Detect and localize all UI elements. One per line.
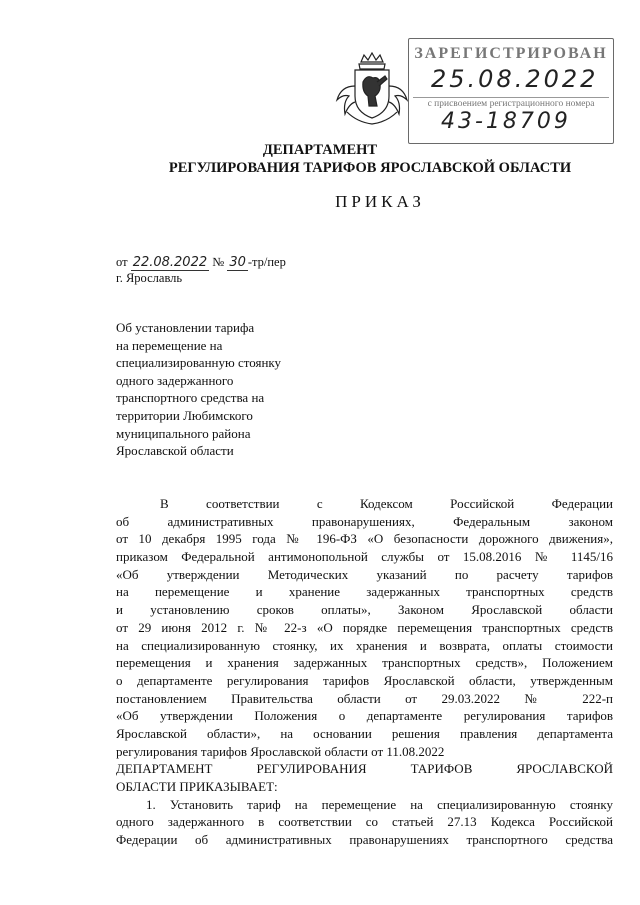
order-number-suffix: -тр/пер xyxy=(247,255,286,269)
order-date: 22.08.2022 xyxy=(132,255,208,270)
order-body xyxy=(116,495,613,849)
subject-line: транспортного средства на xyxy=(116,390,265,406)
body-line: о департаменте регулирования тарифов Ярославской области, утвержденным xyxy=(116,672,613,688)
stamp-title: ЗАРЕГИСТРИРОВАН xyxy=(414,45,608,62)
body-line: приказом Федеральной антимонопольной службы от 15.08.2016 № 1145/16 xyxy=(116,549,613,565)
body-line: 1. Установить тариф на перемещение на специализированную стоянку xyxy=(146,796,613,812)
body-line: Федерации об административных правонарушениях транспортного средства xyxy=(116,832,613,848)
department-title-line1: ДЕПАРТАМЕНТ xyxy=(262,142,378,158)
body-line: «Об утверждении Методических указаний по расчету тарифов xyxy=(116,566,613,582)
subject-line: Ярославской области xyxy=(116,443,234,459)
body-line: и установлению сроков оплаты», Законом Ярославской области xyxy=(116,602,613,618)
subject-line: на перемещение на xyxy=(116,337,223,353)
stamp-date: 25.08.2022 xyxy=(431,65,599,93)
from-label: от xyxy=(116,255,128,269)
subject-line: одного задержанного xyxy=(116,372,234,388)
subject-line: территории Любимского xyxy=(116,407,253,423)
body-line: об административных правонарушениях, Федеральным законом xyxy=(116,513,613,529)
body-line: от 10 декабря 1995 года № 196-ФЗ «О безопасности дорожного движения», xyxy=(116,531,613,547)
body-line: на перемещение и хранение задержанных транспортных средств xyxy=(116,584,613,600)
order-number: 30 xyxy=(229,255,246,270)
body-line: «Об утверждении Положения о департаменте регулирования тарифов xyxy=(116,708,613,724)
registration-stamp xyxy=(408,38,614,144)
body-line: на специализированную стоянку, их хранения и возврата, оплаты стоимости xyxy=(116,637,613,653)
body-line: от 29 июня 2012 г. № 22-з «О порядке перемещения транспортных средств xyxy=(116,619,613,635)
number-label: № xyxy=(212,255,225,269)
body-line: Ярославской области», на основании решения правления департамента xyxy=(116,725,613,741)
body-line: постановлением Правительства области от 29.03.2022 № 222-п xyxy=(116,690,613,706)
body-line: ДЕПАРТАМЕНТ РЕГУЛИРОВАНИЯ ТАРИФОВ ЯРОСЛАВСКОЙ xyxy=(116,761,613,777)
stamp-caption: с присвоением регистрационного номера xyxy=(413,97,609,109)
body-line: регулирования тарифов Ярославской области от 11.08.2022 xyxy=(116,743,445,759)
subject-line: Об установлении тарифа xyxy=(116,320,255,335)
city: г. Ярославль xyxy=(116,271,183,285)
subject-line: специализированную стоянку xyxy=(116,355,282,371)
body-line: В соответствии с Кодексом Российской Федерации xyxy=(160,496,613,511)
order-subject xyxy=(116,319,346,460)
body-line: одного задержанного в соответствии со статьей 27.13 Кодекса Российской xyxy=(116,814,613,830)
subject-line: муниципального района xyxy=(116,425,251,441)
stamp-number: 43-18709 xyxy=(441,109,571,134)
department-title-line2: РЕГУЛИРОВАНИЯ ТАРИФОВ ЯРОСЛАВСКОЙ ОБЛАСТИ xyxy=(168,160,572,176)
body-line: ОБЛАСТИ ПРИКАЗЫВАЕТ: xyxy=(116,779,278,794)
coat-of-arms-emblem xyxy=(333,52,411,126)
body-line: перемещения и хранения задержанных транспортных средств», Положением xyxy=(116,655,613,671)
order-date-number xyxy=(116,255,286,270)
document-type-title: ПРИКАЗ xyxy=(335,192,425,211)
